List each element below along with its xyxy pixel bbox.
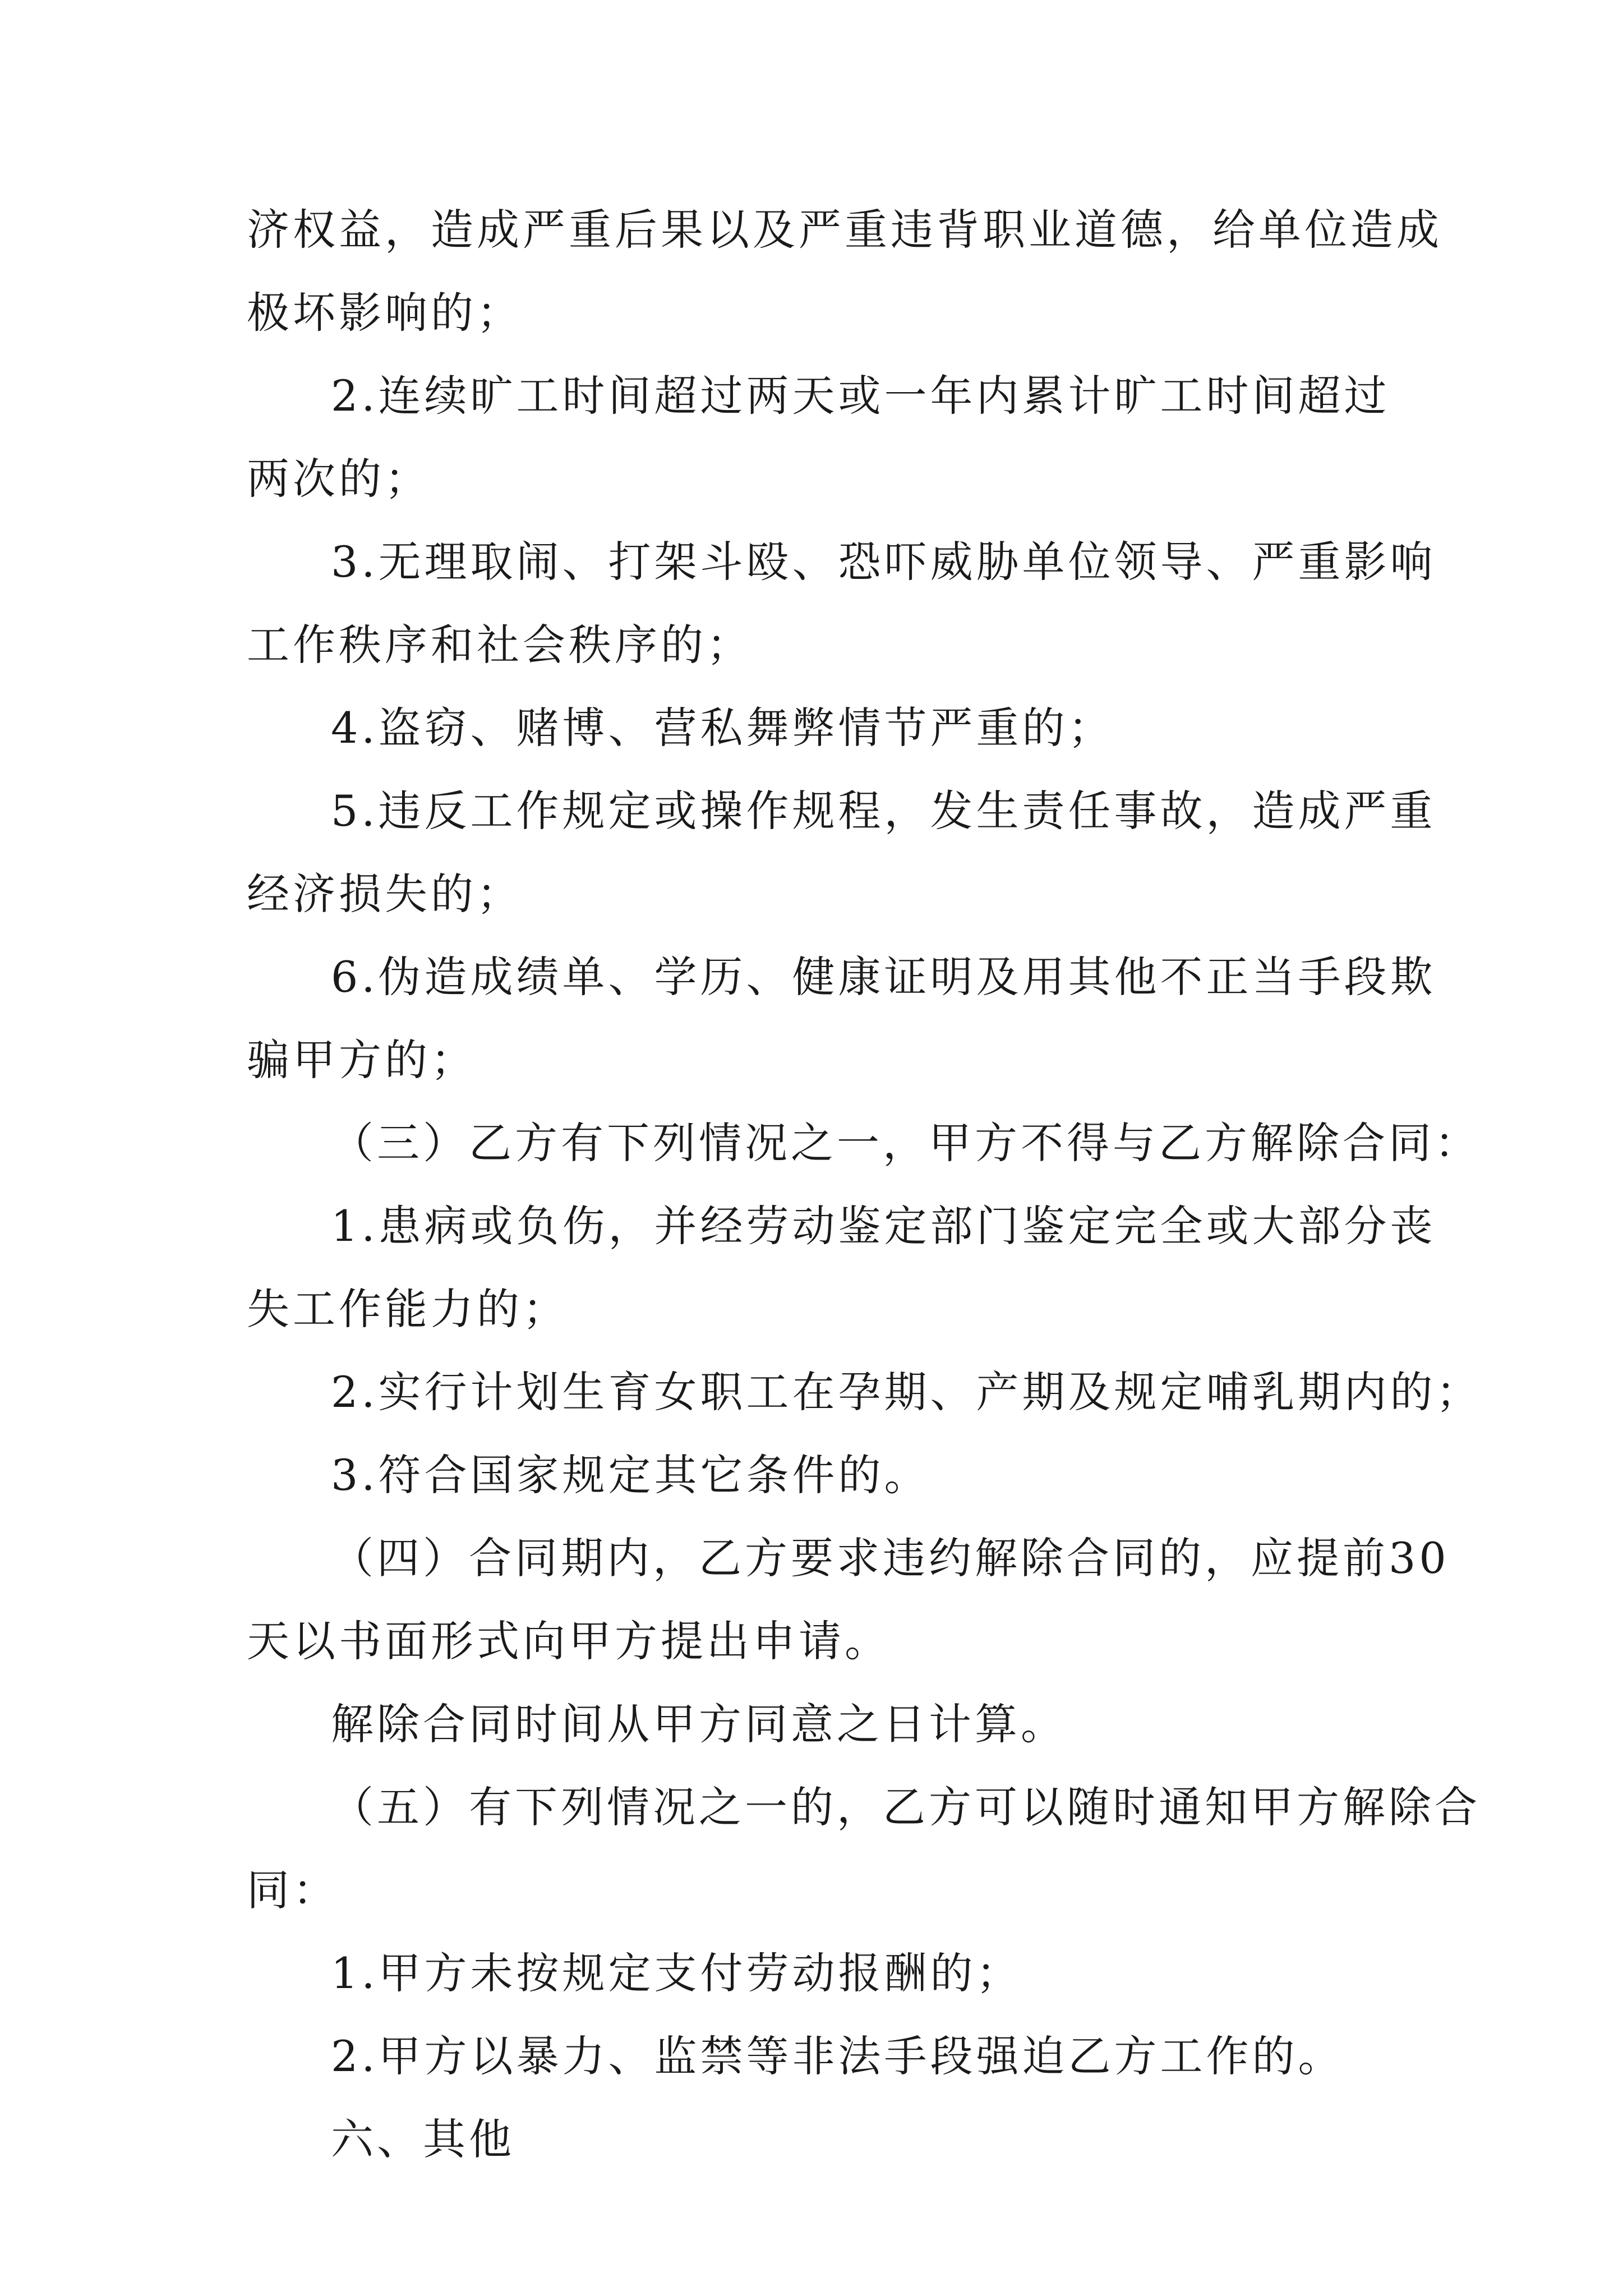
text-line-11: 骗甲方的；	[247, 1035, 477, 1085]
text-line-1: 济权益，造成严重后果以及严重违背职业道德，给单位造成	[247, 205, 1442, 255]
text-line-3: 2.连续旷工时间超过两天或一年内累计旷工时间超过	[331, 371, 1390, 421]
text-line-15: 2.实行计划生育女职工在孕期、产期及规定哺乳期内的；	[331, 1367, 1482, 1417]
text-line-22: 1.甲方未按规定支付劳动报酬的；	[331, 1948, 1022, 1998]
text-line-16: 3.符合国家规定其它条件的。	[331, 1450, 930, 1500]
text-line-10: 6.伪造成绩单、学历、健康证明及用其他不正当手段欺	[331, 952, 1436, 1002]
text-line-19: 解除合同时间从甲方同意之日计算。	[331, 1699, 1067, 1749]
text-line-9: 经济损失的；	[247, 869, 523, 919]
text-line-18: 天以书面形式向甲方提出申请。	[247, 1616, 891, 1666]
text-line-5: 3.无理取闹、打架斗殴、恐吓威胁单位领导、严重影响	[331, 537, 1436, 587]
text-line-17: （四）合同期内，乙方要求违约解除合同的，应提前30	[331, 1533, 1450, 1583]
text-line-7: 4.盗窃、赌博、营私舞弊情节严重的；	[331, 703, 1114, 753]
text-line-8: 5.违反工作规定或操作规程，发生责任事故，造成严重	[331, 786, 1436, 836]
text-line-14: 失工作能力的；	[247, 1284, 569, 1334]
text-line-23: 2.甲方以暴力、监禁等非法手段强迫乙方工作的。	[331, 2031, 1344, 2081]
text-line-13: 1.患病或负伤，并经劳动鉴定部门鉴定完全或大部分丧	[331, 1201, 1436, 1251]
text-line-24: 六、其他	[331, 2114, 515, 2164]
text-line-12: （三）乙方有下列情况之一，甲方不得与乙方解除合同：	[331, 1118, 1481, 1168]
text-line-2: 极坏影响的；	[247, 288, 523, 338]
text-line-6: 工作秩序和社会秩序的；	[247, 620, 753, 670]
text-line-4: 两次的；	[247, 454, 431, 504]
text-line-21: 同：	[247, 1865, 339, 1915]
text-line-20: （五）有下列情况之一的，乙方可以随时通知甲方解除合	[331, 1782, 1481, 1832]
